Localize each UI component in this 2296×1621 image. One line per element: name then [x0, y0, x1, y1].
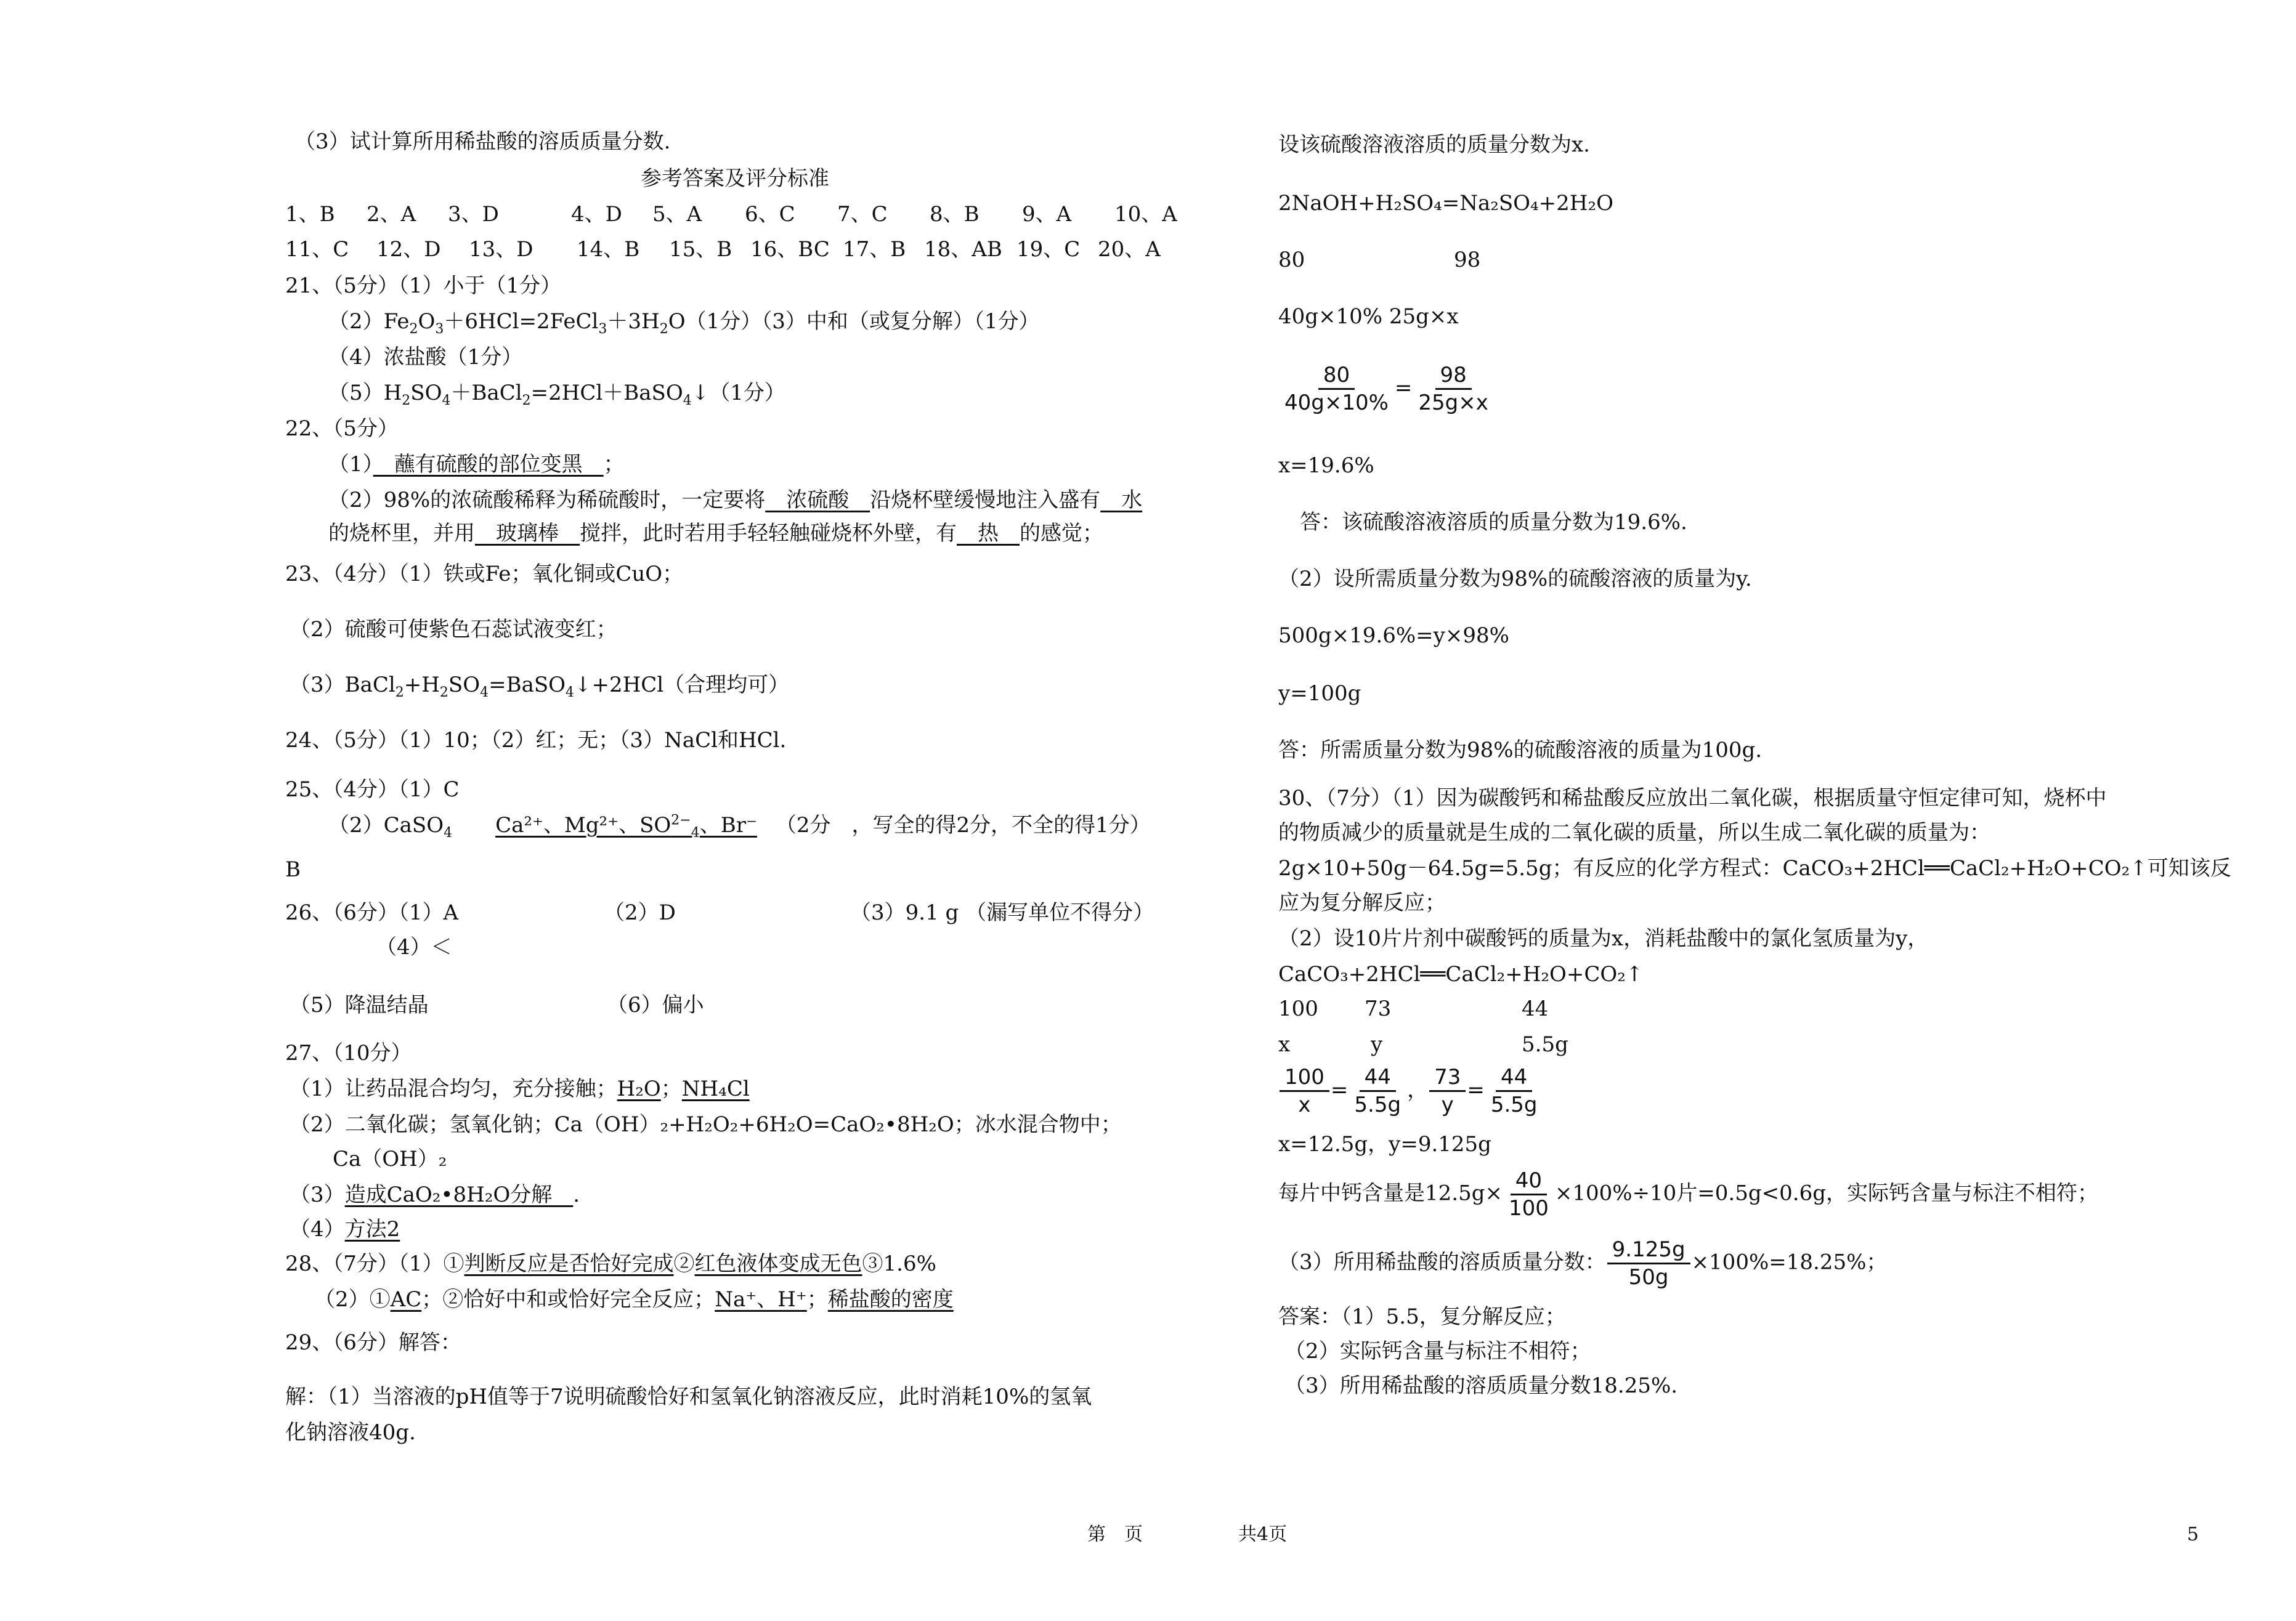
r-line-25: （2）实际钙含量与标注不相符；: [1284, 1339, 1591, 1364]
q24-line: 24、（5分）（1）10；（2）红；无；（3）NaCl和HCl.: [285, 728, 787, 753]
text: SO: [448, 673, 481, 697]
text: ；: [806, 1287, 828, 1312]
q25-line-3: B: [285, 857, 301, 882]
fraction: [1280, 1064, 1329, 1118]
answer-blank: Na⁺、H⁺: [715, 1287, 807, 1312]
text: ↓（1分）: [691, 381, 785, 405]
equals-sign: =: [1330, 1078, 1349, 1102]
answer-blank: H₂O: [617, 1077, 661, 1101]
mc-answer: 9、A: [1022, 202, 1072, 227]
r-line-17: CaCO₃+2HCl══CaCl₂+H₂O+CO₂↑: [1278, 962, 1644, 987]
answer-blank: 造成CaO₂•8H₂O分解: [344, 1182, 574, 1207]
q29-line-1: 29、（6分）解答：: [285, 1330, 461, 1355]
q21-line-2: $(2)Fe_2O_3+6HCl=2FeCl_3+3H_2O(1$分）（3）中和（或复分解）（1分）: [328, 309, 1040, 337]
text: 搅拌，此时若用手轻轻触碰烧杯外壁，有: [580, 521, 957, 546]
q23-line-2: （2）硫酸可使紫色石蕊试液变红；: [290, 617, 617, 642]
numerator: 100: [1280, 1064, 1329, 1092]
q25-line-1: 25、（4分）（1）C: [285, 777, 460, 802]
mc-answer: 13、D: [469, 237, 533, 262]
mc-answer: 16、BC: [750, 237, 830, 262]
answer-blank: 蘸有硫酸的部位变黑: [373, 452, 604, 477]
fraction: [1486, 1064, 1543, 1118]
footer-page-label: 第 页: [1087, 1524, 1143, 1545]
denominator: 100: [1508, 1196, 1549, 1221]
numerator: 40: [1511, 1168, 1547, 1195]
r-line-18a: 100: [1278, 996, 1318, 1021]
answer-blank: AC: [390, 1287, 422, 1312]
denominator: y: [1441, 1093, 1454, 1117]
mc-answer: 6、C: [745, 202, 795, 227]
text: ×100%÷10片=0.5g<0.6g，实际钙含量与标注不相符；: [1554, 1181, 2098, 1206]
r-line-12: 30、（7分）（1）因为碳酸钙和稀盐酸反应放出二氧化碳，根据质量守恒定律可知，烧杯中: [1278, 786, 2107, 810]
text: ②: [673, 1251, 695, 1276]
text: ；: [603, 452, 625, 477]
mc-answer: 17、B: [843, 237, 906, 262]
r-line-09: 500g×19.6%=y×98%: [1278, 623, 1509, 648]
q27-line-5: [290, 1182, 580, 1207]
text: 的烧杯里，并用: [328, 521, 475, 546]
answer-blank: 方法2: [344, 1217, 400, 1242]
text: （1）: [328, 452, 373, 477]
mc-answer: 11、C: [285, 237, 349, 262]
answer-blank: 稀盐酸的密度: [827, 1287, 954, 1312]
answer-blank: 热: [957, 521, 1020, 546]
r-line-24: 答案：（1）5.5，复分解反应；: [1278, 1304, 1566, 1329]
q22-line-3: [328, 488, 1142, 512]
q27-line-1: 27、（10分）: [285, 1041, 412, 1065]
denominator: 5.5g: [1490, 1093, 1538, 1117]
text: （1）让药品混合均匀，充分接触；: [290, 1077, 617, 1101]
q23-line-1: 23、（4分）（1）铁或Fe；氧化铜或CuO；: [285, 562, 684, 586]
text: 每片中钙含量是12.5g×: [1278, 1181, 1503, 1206]
mc-answer: 20、A: [1098, 237, 1161, 262]
r-line-23: [1278, 1237, 1887, 1290]
q22-line-2: [328, 452, 625, 477]
r-line-18b: 73: [1365, 996, 1392, 1021]
numerator: 98: [1435, 362, 1472, 390]
text: ↓+2HCl（合理均可）: [574, 673, 790, 697]
separator: ，: [1407, 1078, 1429, 1102]
numerator: 44: [1496, 1064, 1532, 1092]
mc-answer: 8、B: [930, 202, 980, 227]
q21-line-1: 21、（5分）（1）小于（1分）: [285, 273, 562, 298]
text: ；②恰好中和或恰好完全反应；: [421, 1287, 715, 1312]
q27-line-6: [290, 1217, 400, 1242]
r-line-15: 应为复分解反应；: [1278, 891, 1446, 915]
text: （2）CaSO: [328, 813, 444, 838]
text: ＋6HCl=2FeCl: [444, 309, 599, 334]
r-line-10: y=100g: [1278, 681, 1361, 706]
text: 的感觉；: [1020, 521, 1103, 546]
denominator: x: [1298, 1093, 1311, 1117]
equals-sign: =: [1394, 376, 1413, 400]
mc-answer: 7、C: [837, 202, 888, 227]
text: （3）: [290, 1182, 345, 1207]
numerator: 9.125g: [1607, 1237, 1690, 1264]
q23-line-3: $(3)BaCl_2+H_2SO_4=BaSO_4↓+2HCl$（合理均可）: [290, 673, 790, 700]
r-line-08: （2）设所需质量分数为98%的硫酸溶液的质量为y.: [1278, 567, 1752, 591]
answer-blank: 、Br⁻: [699, 813, 757, 838]
text: （2）98%的浓硫酸稀释为稀硫酸时，一定要将: [328, 488, 766, 512]
numerator: 44: [1360, 1064, 1396, 1092]
q26-part5: （5）降温结晶: [290, 993, 429, 1017]
text: +H: [404, 673, 440, 697]
answer-blank: 浓硫酸: [765, 488, 870, 512]
denominator: 40g×10%: [1284, 390, 1389, 415]
q27-line-4: Ca（OH）₂: [333, 1147, 447, 1171]
text: ＋3H: [607, 309, 660, 334]
r-line-03a: 80: [1278, 248, 1305, 272]
r-line-01: 设该硫酸溶液溶质的质量分数为x.: [1278, 132, 1590, 157]
answer-blank: 红色液体变成无色: [694, 1251, 862, 1276]
r-equation-1: [1278, 362, 1495, 416]
q29-line-2: 解：（1）当溶液的pH值等于7说明硫酸恰好和氢氧化钠溶液反应，此时消耗10%的氢氧: [285, 1385, 1092, 1409]
text: （5）H: [328, 381, 402, 405]
mc-answer: 12、D: [376, 237, 441, 262]
q28-line-1: [285, 1251, 936, 1276]
text: （2分 ，写全的得2分，不全的得1分）: [775, 813, 1151, 838]
mc-row-2: [285, 237, 1161, 262]
text: =BaSO: [489, 673, 566, 697]
mc-answer: 1、B: [285, 202, 335, 227]
r-line-07: 答：该硫酸溶液溶质的质量分数为19.6%.: [1300, 510, 1687, 535]
q30-part3-prompt: （3）试计算所用稀盐酸的溶质质量分数.: [294, 129, 671, 154]
text: .: [573, 1182, 580, 1207]
r-line-19b: y: [1371, 1032, 1383, 1057]
text: =2HCl＋BaSO: [530, 381, 683, 405]
page-number: 5: [2187, 1524, 2199, 1545]
denominator: 25g×x: [1418, 390, 1488, 415]
mc-answer: 19、C: [1016, 237, 1081, 262]
fraction: [1607, 1237, 1690, 1290]
r-line-13: 的物质减少的质量就是生成的二氧化碳的质量，所以生成二氧化碳的质量为：: [1278, 820, 1990, 845]
fraction: [1504, 1168, 1554, 1221]
q26-part1: 26、（6分）（1）A: [285, 900, 459, 925]
r-equation-2: [1278, 1064, 1543, 1118]
q27-line-2: [290, 1077, 750, 1101]
text: （4）: [290, 1217, 345, 1242]
mc-answer: 3、D: [448, 202, 499, 227]
mc-row-1: [285, 202, 1177, 227]
mc-answer: 18、AB: [924, 237, 1002, 262]
q26-part6: （6）偏小: [607, 993, 704, 1017]
text: （3）所用稀盐酸的溶质质量分数：: [1278, 1250, 1606, 1275]
text: （2）Fe: [328, 309, 410, 334]
fraction: [1413, 362, 1493, 416]
text: O: [418, 309, 436, 334]
r-line-18c: 44: [1522, 996, 1549, 1021]
r-line-21: x=12.5g，y=9.125g: [1278, 1132, 1491, 1157]
answer-blank: 玻璃棒: [475, 521, 580, 546]
text: ；: [660, 1077, 682, 1101]
q21-line-4: $(5)H_2SO_4+BaCl_2=2HCl+BaSO_4↓(1$分）: [328, 381, 785, 408]
answer-blank: Ca²⁺、Mg²⁺、SO: [495, 813, 671, 838]
r-line-19a: x: [1278, 1032, 1291, 1057]
equals-sign: =: [1467, 1078, 1485, 1102]
answer-blank: NH₄Cl: [681, 1077, 750, 1101]
r-line-06: x=19.6%: [1278, 453, 1374, 478]
text: 28、（7分）（1）①: [285, 1251, 464, 1276]
numerator: 73: [1429, 1064, 1466, 1092]
denominator: 50g: [1628, 1265, 1669, 1290]
text: （3）BaCl: [290, 673, 396, 697]
mc-answer: 5、A: [652, 202, 702, 227]
mc-answer: 10、A: [1114, 202, 1177, 227]
q22-line-1: 22、（5分）: [285, 416, 399, 441]
mc-answer: 2、A: [367, 202, 416, 227]
fraction: [1280, 362, 1393, 416]
text: O（1分）（3）中和（或复分解）（1分）: [668, 309, 1040, 334]
q26-part4: （4）＜: [376, 935, 452, 960]
text: SO: [410, 381, 442, 405]
q28-line-2: [314, 1287, 954, 1312]
text: ×100%=18.25%；: [1691, 1250, 1888, 1275]
text: （2）①: [314, 1287, 391, 1312]
r-line-22: [1278, 1168, 2098, 1221]
denominator: 5.5g: [1354, 1093, 1402, 1117]
q21-line-3: （4）浓盐酸（1分）: [328, 345, 523, 370]
q25-line-2: （2）CaSO$_4$ Ca²⁺、Mg²⁺、$SO^{2-}_4$、Br⁻ （2分 ，写全的得2分，不全的得1分）: [328, 812, 1151, 841]
r-line-14: 2g×10+50g－64.5g=5.5g；有反应的化学方程式：CaCO₃+2HCl══CaCl₂+H₂O+CO₂↑可知该反: [1278, 856, 2231, 881]
q27-line-3: （2）二氧化碳；氢氧化钠；Ca（OH）₂+H₂O₂+6H₂O=CaO₂•8H₂O；冰水混合物中；: [290, 1112, 1122, 1137]
text: 沿烧杯壁缓慢地注入盛有: [870, 488, 1101, 512]
q22-line-4: [328, 521, 1103, 546]
numerator: 80: [1318, 362, 1355, 390]
q26-part3: （3）9.1 g （漏写单位不得分）: [850, 900, 1154, 925]
fraction: [1349, 1064, 1406, 1118]
r-line-26: （3）所用稀盐酸的溶质质量分数18.25%.: [1284, 1373, 1678, 1398]
r-line-03b: 98: [1454, 248, 1481, 272]
answer-heading: 参考答案及评分标准: [641, 166, 829, 191]
r-line-16: （2）设10片片剂中碳酸钙的质量为x，消耗盐酸中的氯化氢质量为y，: [1278, 926, 1929, 951]
q26-part2: （2）D: [604, 900, 676, 925]
answer-blank: 判断反应是否恰好完成: [464, 1251, 674, 1276]
mc-answer: 14、B: [577, 237, 640, 262]
r-line-19c: 5.5g: [1522, 1032, 1568, 1057]
mc-answer: 15、B: [669, 237, 732, 262]
mc-answer: 4、D: [571, 202, 622, 227]
text: ③1.6%: [862, 1251, 936, 1276]
answer-blank: 水: [1100, 488, 1143, 512]
r-line-04: 40g×10% 25g×x: [1278, 304, 1459, 329]
q29-line-3: 化钠溶液40g.: [285, 1420, 416, 1445]
r-line-02: 2NaOH+H₂SO₄=Na₂SO₄+2H₂O: [1278, 191, 1613, 216]
text: ＋BaCl: [450, 381, 522, 405]
footer-total-label: 共4页: [1238, 1524, 1288, 1545]
r-line-11: 答：所需质量分数为98%的硫酸溶液的质量为100g.: [1278, 738, 1763, 762]
fraction: [1429, 1064, 1466, 1118]
